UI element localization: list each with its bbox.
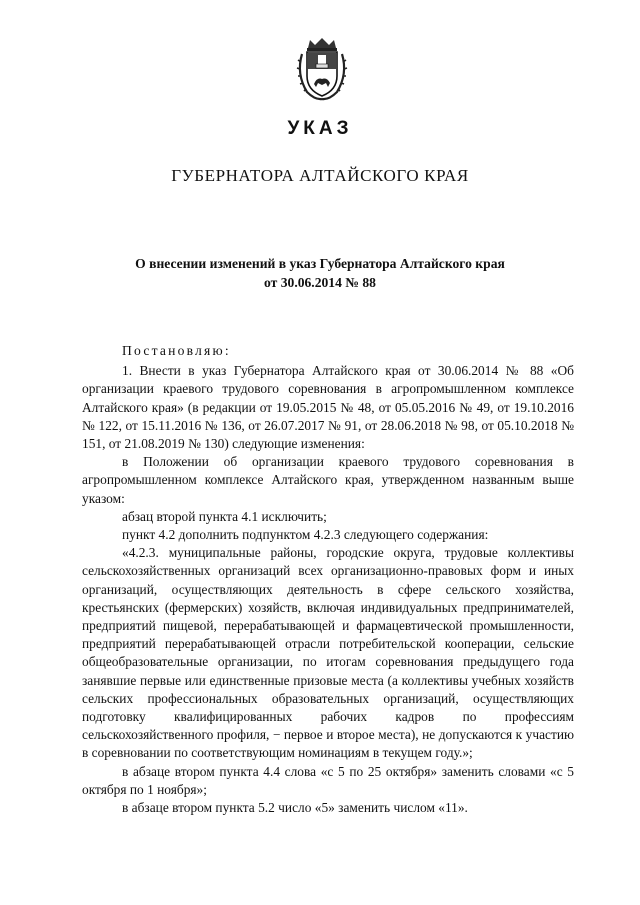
document-subject (100, 254, 540, 292)
subject-line-1: О внесении изменений в указ Губернатора Алтайского края (135, 256, 505, 271)
subject-line-2: от 30.06.2014 № 88 (264, 275, 376, 290)
paragraph-5-2: в абзаце втором пункта 5.2 число «5» заменить числом «11». (122, 800, 468, 816)
paragraph-4-2-3-quote: «4.2.3. муниципальные районы, городские округа, трудовые коллективы сельскохозяйственных организаций всех организационно-правовых форм и иных организаций, осуществляющих деятельность в сфере сельского хозяйства, крестьянских (фермерских) хозяйств, включая индивидуальных предпринимателей, предприятий пищевой, перерабатывающей и фармацевтической промышленности, предприятий перерабатывающей отрасли потребительской кооперации, сельские общеобразовательные организации, по итогам соревнования предыдущего года занявшие первые или единственные призовые места (а коллективы учебных хозяйств сельских профессиональных образовательных организаций, осуществляющих подготовку квалифицированных рабочих кадров по профессиям сельскохозяйственного профиля, − первое и второе места), не допускаются к участию в соревновании по соответствующим номинациям в текущем году.»; (82, 545, 574, 761)
decree-word: Постановляю: (122, 343, 231, 358)
paragraph-regulation: в Положении об организации краевого трудового соревнования в агропромышленном комплексе Алтайского края, утвержденном названным выше указом: (82, 454, 574, 506)
paragraph-4-2: пункт 4.2 дополнить подпунктом 4.2.3 следующего содержания: (122, 527, 489, 543)
paragraph-4-1: абзац второй пункта 4.1 исключить; (122, 508, 327, 524)
document-title: УКАЗ (287, 118, 353, 139)
document-subtitle: ГУБЕРНАТОРА АЛТАЙСКОГО КРАЯ (171, 166, 469, 185)
paragraph-item-1: 1. Внести в указ Губернатора Алтайского края от 30.06.2014 № 88 «Об организации краевого трудового соревнования в агропромышленном комплексе Алтайского края» (в редакции от 19.05.2015 № 48, от 05.05.2016 № 49, от 19.10.2016 № 122, от 15.11.2016 № 136, от 26.07.2017 № 91, от 28.06.2018 № 98, от 05.10.2018 № 151, от 21.08.2019 № 130) следующие изменения: (82, 363, 574, 452)
paragraph-4-4: в абзаце втором пункта 4.4 слова «с 5 по 25 октября» заменить словами «с 5 октября по 1 ноября»; (82, 763, 574, 797)
document-body (82, 342, 574, 817)
altai-krai-coat-of-arms-icon (293, 36, 351, 102)
